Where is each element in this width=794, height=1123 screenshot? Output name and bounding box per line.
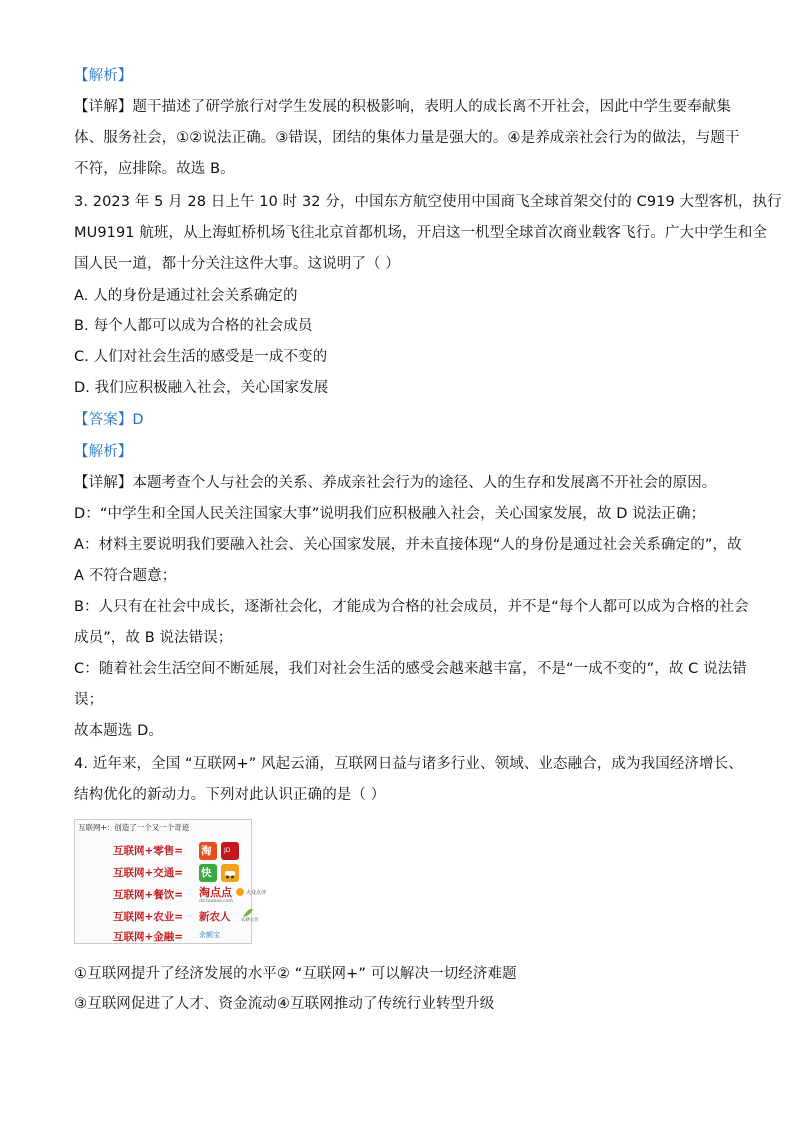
figure-row-label: 互联网+餐饮=: [113, 889, 184, 901]
text-line: 故本题选 D。: [74, 723, 163, 739]
didi-logo: [221, 864, 239, 882]
kuaidi-logo-text: 快: [201, 867, 212, 879]
statement-line: ①互联网提升了经济发展的水平② “互联网+” 可以解决一切经济难题: [74, 966, 517, 982]
nonggeng-logo-text: 农耕文化: [241, 918, 259, 923]
jd-logo: [221, 842, 239, 860]
xinnongren-logo: 新农人: [199, 911, 231, 923]
text-line: 体、服务社会，①②说法正确。③错误，团结的集体力量是强大的。④是养成亲社会行为的做法，与题干: [74, 130, 740, 146]
analysis-heading: 【解析】: [74, 68, 133, 84]
question-3-stem: 3. 2023 年 5 月 28 日上午 10 时 32 分，中国东方航空使用中国商飞全球首架交付的 C919 大型客机，执行: [74, 194, 782, 210]
figure-row-label: 互联网+金融=: [113, 931, 184, 943]
statement-line: ③互联网促进了人才、资金流动④互联网推动了传统行业转型升级: [74, 996, 495, 1012]
internet-plus-figure: [74, 819, 267, 944]
jd-logo-text: JD: [224, 847, 231, 854]
text-line: C：随着社会生活空间不断延展，我们对社会生活的感受会越来越丰富，不是“一成不变的”，故 C 说法错: [74, 661, 747, 677]
dianping-logo-text: 大众点评: [246, 890, 267, 896]
text-line: B：人只有在社会中成长，逐渐社会化，才能成为合格的社会成员，并不是“每个人都可以成为合格的社会: [74, 599, 749, 615]
figure-row-label: 互联网+农业=: [113, 911, 184, 923]
taobao-logo: [199, 842, 217, 860]
text-line: 国人民一道，都十分关注这件大事。这说明了（ ）: [74, 256, 400, 272]
taobao-logo-text: 淘: [201, 845, 212, 857]
text-line: 成员”，故 B 说法错误；: [74, 630, 233, 646]
dianping-icon: [235, 887, 245, 897]
text-line: A：材料主要说明我们要融入社会、关心国家发展，并未直接体现“人的身份是通过社会关系确定的”，故: [74, 537, 742, 553]
figure-title: 互联网+：创造了一个又一个奇迹: [78, 823, 190, 832]
analysis-heading: 【解析】: [74, 444, 133, 460]
text-line: MU9191 航班，从上海虹桥机场飞往北京首都机场，开启这一机型全球首次商业载客飞行。广大中学生和全: [74, 225, 768, 241]
car-icon: [221, 864, 239, 882]
text-line: 结构优化的新动力。下列对此认识正确的是（ ）: [74, 787, 386, 803]
answer-line: 【答案】D: [74, 412, 144, 428]
text-line: 【详解】本题考查个人与社会的关系、养成亲社会行为的途径、人的生存和发展离不开社会的原因。: [74, 475, 717, 491]
option-c: C. 人们对社会生活的感受是一成不变的: [74, 349, 328, 365]
option-a: A. 人的身份是通过社会关系确定的: [74, 288, 298, 304]
text-line: D：“中学生和全国人民关注国家大事”说明我们应积极融入社会，关心国家发展，故 D 说法正确；: [74, 506, 706, 522]
kuaidi-logo: [199, 864, 217, 882]
taodiandian-url: dd.taobao.com: [199, 899, 233, 904]
text-line: A 不符合题意；: [74, 568, 177, 584]
yuebao-logo: 余额宝: [199, 931, 220, 939]
text-line: 【详解】题干描述了研学旅行对学生发展的积极影响，表明人的成长离不开社会，因此中学生要奉献集: [74, 99, 731, 115]
figure-row-label: 互联网+零售=: [113, 845, 184, 857]
question-4-stem: 4. 近年来，全国 “互联网+” 风起云涌，互联网日益与诸多行业、领域、业态融合，成为我国经济增长、: [74, 756, 743, 772]
text-line: 不符，应排除。故选 B。: [74, 161, 235, 177]
figure-row-label: 互联网+交通=: [113, 867, 184, 879]
option-b: B. 每个人都可以成为合格的社会成员: [74, 318, 313, 334]
taodiandian-logo: 淘点点: [199, 886, 232, 899]
option-d: D. 我们应积极融入社会，关心国家发展: [74, 380, 329, 396]
leaf-icon: [242, 908, 254, 918]
text-line: 误；: [74, 692, 104, 708]
